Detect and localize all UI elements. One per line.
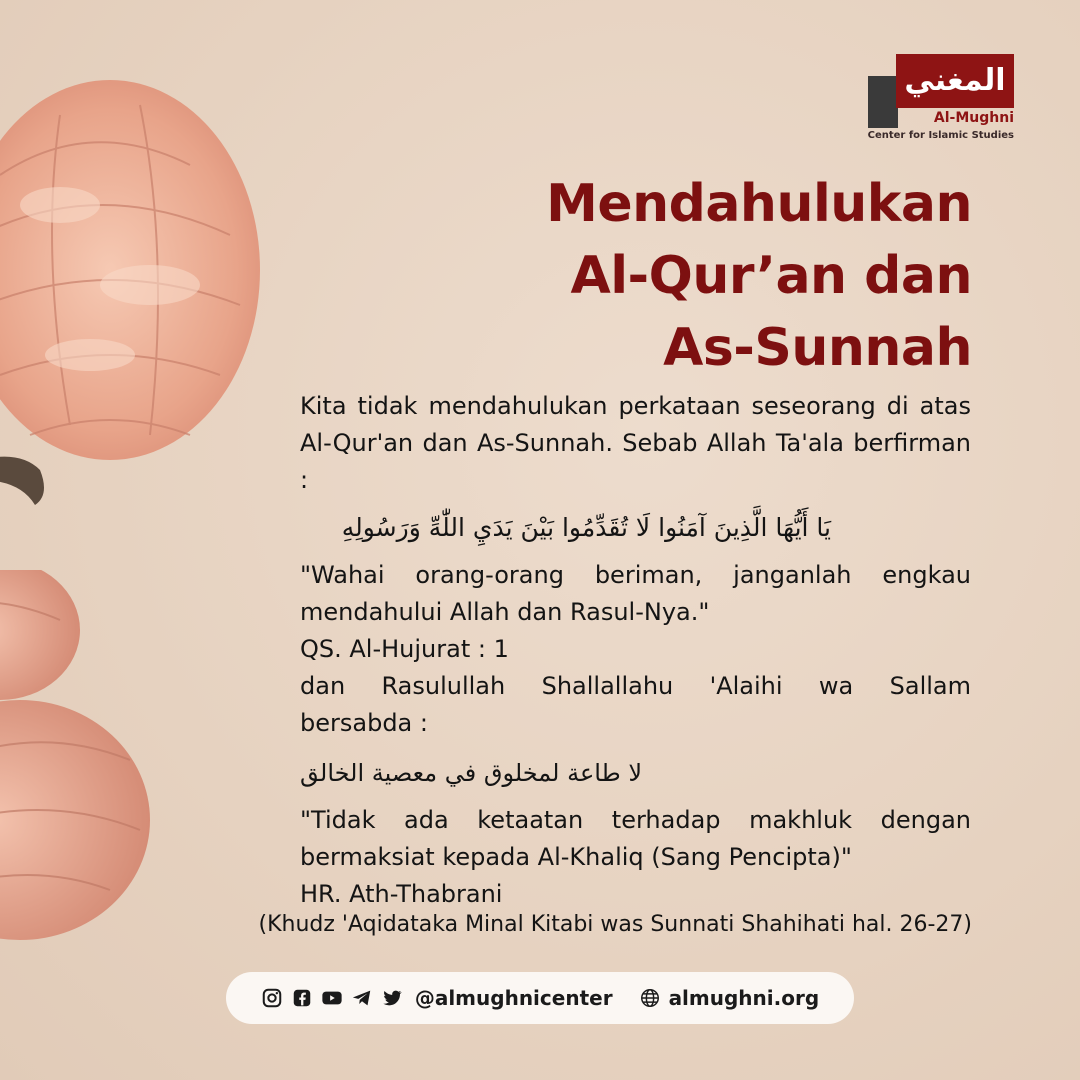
flower-bottom-image bbox=[0, 570, 150, 950]
logo-name: Al-Mughni bbox=[933, 110, 1014, 126]
verse-source: QS. Al-Hujurat : 1 bbox=[300, 635, 509, 663]
youtube-icon[interactable] bbox=[321, 987, 343, 1009]
logo-badge bbox=[896, 54, 1014, 108]
title-line: Mendahulukan bbox=[546, 174, 972, 234]
instagram-icon[interactable] bbox=[261, 987, 283, 1009]
telegram-icon[interactable] bbox=[351, 987, 373, 1009]
hadith-source: HR. Ath-Thabrani bbox=[300, 880, 503, 908]
page-title bbox=[546, 168, 972, 384]
logo-mark bbox=[868, 76, 898, 128]
social-handle[interactable]: @almughnicenter bbox=[414, 986, 613, 1010]
hadith-intro-line: dan Rasulullah Shallallahu 'Alaihi wa Sallam bbox=[300, 672, 971, 700]
hadith-arabic-row bbox=[300, 742, 971, 802]
flower-top-image bbox=[0, 55, 280, 475]
article-body bbox=[300, 388, 971, 913]
globe-icon bbox=[639, 987, 661, 1009]
logo-subtitle: Center for Islamic Studies bbox=[867, 130, 1014, 141]
hadith-arabic: لا طاعة لمخلوق في معصية الخالق bbox=[300, 759, 643, 787]
twitter-icon[interactable] bbox=[381, 987, 403, 1009]
social-footer bbox=[226, 972, 854, 1024]
brand-logo bbox=[868, 54, 1014, 146]
hadith-intro-end: bersabda : bbox=[300, 709, 428, 737]
intro-paragraph: Kita tidak mendahulukan perkataan seseorang di atas Al-Qur'an dan As-Sunnah. Sebab Allah Ta'ala berfirman : bbox=[300, 392, 971, 494]
hadith-translation: "Tidak ada ketaatan terhadap makhluk dengan bermaksiat kepada Al-Khaliq (Sang Pencipta)" bbox=[300, 806, 971, 871]
title-line: Al-Qur’an dan bbox=[570, 246, 972, 306]
website-link[interactable]: almughni.org bbox=[668, 986, 820, 1010]
flower-stem-image bbox=[0, 440, 70, 510]
title-line: As-Sunnah bbox=[663, 318, 972, 378]
facebook-icon[interactable] bbox=[291, 987, 313, 1009]
verse-translation: "Wahai orang-orang beriman, janganlah engkau mendahului Allah dan Rasul-Nya." bbox=[300, 561, 971, 626]
logo-arabic-text: المغني bbox=[904, 63, 1006, 98]
verse-arabic: يَا أَيُّهَا الَّذِينَ آمَنُوا لَا تُقَدِّمُوا بَيْنَ يَدَيِ اللّٰهِّ وَرَسُولِهِ bbox=[341, 513, 831, 542]
book-reference: (Khudz 'Aqidataka Minal Kitabi was Sunnati Shahihati hal. 26-27) bbox=[258, 912, 972, 937]
